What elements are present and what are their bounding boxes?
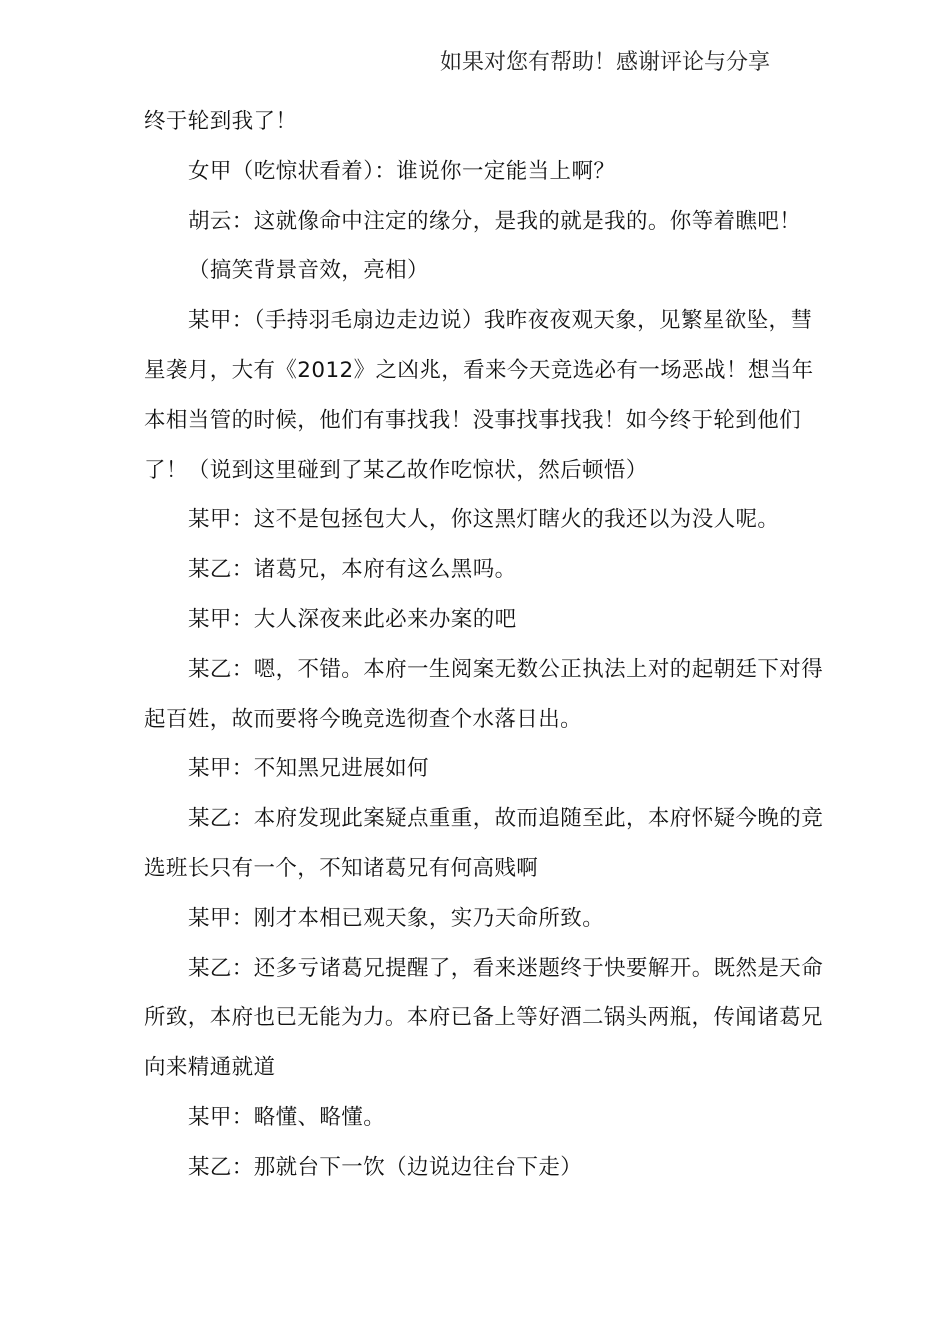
dialogue-paragraph: 某甲：不知黑兄进展如何 bbox=[188, 756, 429, 782]
dialogue-paragraph: 某甲：略懂、略懂。 bbox=[188, 1104, 386, 1130]
dialogue-paragraph: 女甲（吃惊状看着）：谁说你一定能当上啊？ bbox=[188, 158, 616, 184]
dialogue-paragraph: 胡云：这就像命中注定的缘分，是我的就是我的。你等着瞧吧！ bbox=[188, 208, 802, 234]
dialogue-paragraph: 某乙：那就台下一饮（边说边往台下走） bbox=[188, 1154, 583, 1180]
dialogue-paragraph: 某甲：这不是包拯包大人，你这黑灯瞎火的我还以为没人呢。 bbox=[188, 507, 780, 533]
dialogue-paragraph: 某甲：刚才本相已观天象，实乃天命所致。 bbox=[188, 905, 605, 931]
dialogue-paragraph: 某甲：（手持羽毛扇边走边说）我昨夜夜观天象，见繁星欲坠，彗星袭月，大有《2012》之凶兆，看来今天竞选必有一场恶战！想当年本相当管的时候，他们有事找我！没事找事找我！如今终于轮到他们了！（说到这里碰到了某乙故作吃惊状，然后顿悟） bbox=[144, 308, 814, 483]
dialogue-paragraph: 某甲：大人深夜来此必来办案的吧 bbox=[188, 606, 517, 632]
dialogue-paragraph: （搞笑背景音效，亮相） bbox=[188, 258, 429, 284]
dialogue-paragraph: 某乙：诸葛兄，本府有这么黑吗。 bbox=[188, 557, 517, 583]
document-body bbox=[144, 97, 824, 1193]
dialogue-paragraph: 终于轮到我了！ bbox=[144, 109, 298, 134]
dialogue-paragraph: 某乙：本府发现此案疑点重重，故而追随至此，本府怀疑今晚的竞选班长只有一个，不知诸葛兄有何高贱啊 bbox=[144, 806, 824, 881]
dialogue-paragraph: 某乙：还多亏诸葛兄提醒了，看来迷题终于快要解开。既然是天命所致，本府也已无能为力。本府已备上等好酒二锅头两瓶，传闻诸葛兄向来精通就道 bbox=[144, 955, 824, 1081]
page-header: 如果对您有帮助！感谢评论与分享 bbox=[440, 50, 771, 75]
dialogue-paragraph: 某乙：嗯，不错。本府一生阅案无数公正执法上对的起朝廷下对得起百姓，故而要将今晚竞选彻查个水落日出。 bbox=[144, 656, 824, 732]
